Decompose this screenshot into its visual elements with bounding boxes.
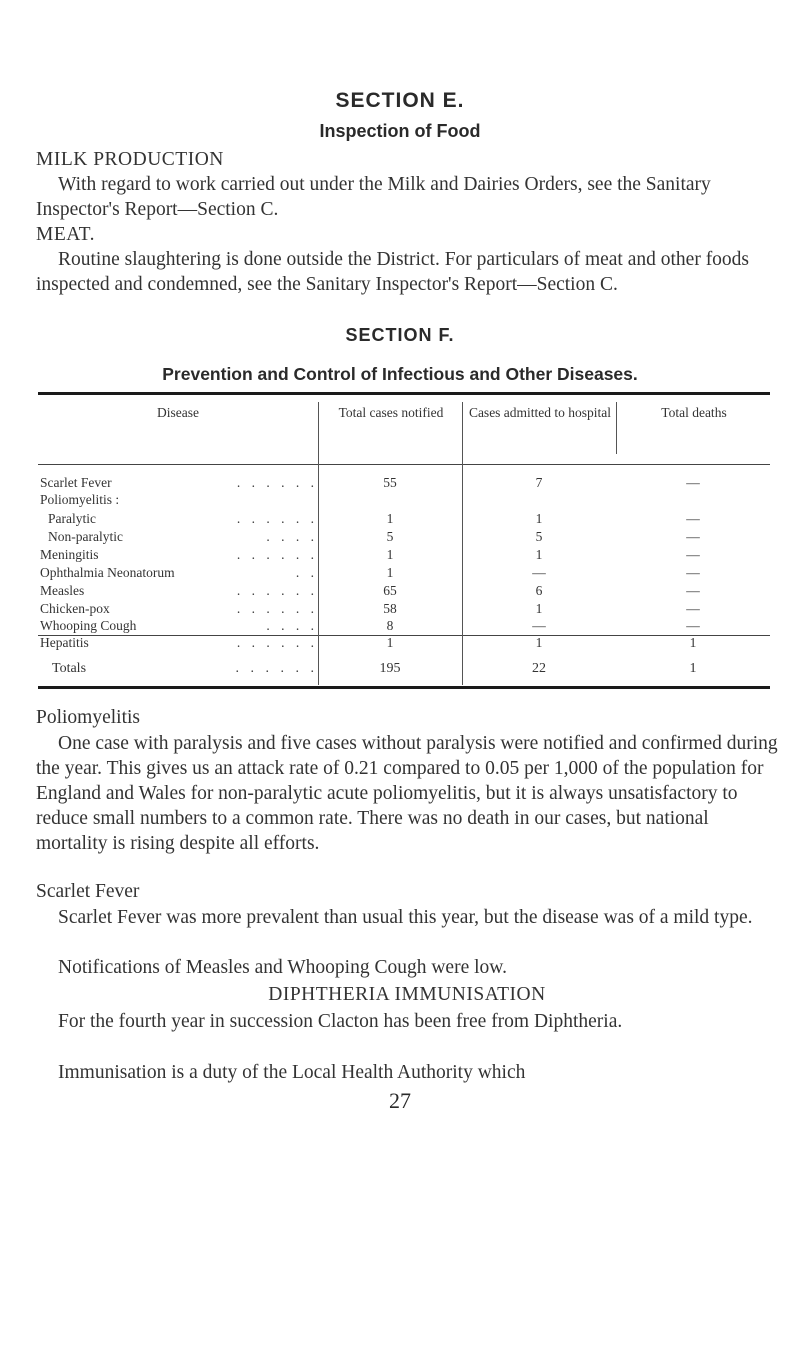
leader-dots: . . . . . . [235,661,318,676]
section-f-subtitle: Prevention and Control of Infectious and Other Diseases. [162,364,638,384]
leader-dots: . . . . [266,529,318,544]
header-rule [38,464,770,465]
immunisation-text: Immunisation is a duty of the Local Health Authority which [58,1062,526,1083]
leader-dots: . . [295,565,318,580]
deaths-value: — [686,511,700,526]
deaths-value: — [686,529,700,544]
measles-text: Notifications of Measles and Whooping Cough were low. [58,957,507,978]
diphtheria-heading: DIPHTHERIA IMMUNISATION [268,984,546,1005]
table-row [38,491,770,509]
section-e-subtitle: Inspection of Food [319,121,481,141]
disease-name: Non-paralytic [48,529,123,544]
disease-name: Whooping Cough [40,618,137,633]
leader-dots: . . . . . . [236,511,318,526]
totals-row [38,660,770,678]
total-admitted: 22 [532,661,546,676]
deaths-value: — [686,583,700,598]
disease-name: Scarlet Fever [40,475,112,490]
scarlet-text: Scarlet Fever was more prevalent than usual this year, but the disease was of a mild type. [58,907,753,928]
table-row [38,528,770,546]
page-number: 27 [389,1088,411,1113]
notified-value: 58 [383,601,397,616]
deaths-value: — [686,601,700,616]
scarlet-heading: Scarlet Fever [36,881,140,902]
table-row [38,546,770,564]
disease-name: Hepatitis [40,635,89,650]
leader-dots: . . . . . . [236,547,318,562]
polio-heading: Poliomyelitis [36,707,141,728]
meat-heading: MEAT. [36,224,96,245]
leader-dots: . . . . . . [236,583,318,598]
table-top-rule [38,392,770,395]
header-admitted: Cases admitted to hospital [468,405,612,420]
notified-value: 1 [386,547,394,562]
table-row [38,634,770,652]
header-notified: Total cases notified [338,405,444,420]
table-row [38,564,770,582]
disease-name: Measles [40,583,85,598]
deaths-value: — [686,565,700,580]
total-notified: 195 [379,661,401,676]
column-divider [616,402,617,454]
leader-dots: . . . . . . [236,475,318,490]
disease-name: Chicken-pox [40,601,110,616]
table-bottom-rule [38,686,770,689]
section-e-title: SECTION E. [335,89,465,112]
table-row [38,510,770,528]
section-f-title: SECTION F. [345,325,455,345]
table-row [38,600,770,618]
admitted-value: 5 [535,529,543,544]
leader-dots: . . . . [266,618,318,633]
leader-dots: . . . . . . [236,601,318,616]
disease-table [38,392,770,690]
admitted-value: — [532,618,546,633]
notified-value: 55 [383,475,397,490]
table-row [38,617,770,635]
header-disease: Disease [157,405,199,420]
admitted-value: 7 [535,475,543,490]
totals-label: Totals [52,661,87,676]
header-deaths: Total deaths [661,405,727,420]
milk-heading: MILK PRODUCTION [36,149,224,170]
notified-value: 1 [386,565,394,580]
notified-value: 5 [386,529,394,544]
deaths-value: — [686,475,700,490]
notified-value: 1 [386,511,394,526]
milk-text: With regard to work carried out under the Milk and Dairies Orders, see the Sanitary Inspector's Report—Section C. [36,174,711,220]
admitted-value: 1 [535,601,543,616]
notified-value: 8 [386,618,394,633]
notified-value: 65 [383,583,397,598]
disease-name: Meningitis [40,547,99,562]
deaths-value: — [686,547,700,562]
deaths-value: 1 [689,635,697,650]
admitted-value: 1 [535,547,543,562]
admitted-value: 6 [535,583,543,598]
disease-name: Paralytic [48,511,96,526]
table-row [38,582,770,600]
disease-name: Ophthalmia Neonatorum [40,565,175,580]
admitted-value: 1 [535,635,543,650]
total-deaths: 1 [689,661,697,676]
disease-name: Poliomyelitis : [40,492,120,507]
meat-text: Routine slaughtering is done outside the District. For particulars of meat and other foods inspected and condemned, see the Sanitary Inspector's Report—Section C. [36,249,750,295]
notified-value: 1 [386,635,394,650]
polio-text: One case with paralysis and five cases without paralysis were notified and confirmed during the year. This gives us an attack rate of 0.21 compared to 0.05 per 1,000 of the population for England and Wales for non-paralytic acute poliomyelitis, but it is always unsatisfactory to reduce small numbers to a common rate. There was no death in our cases, but national mortality is rising despite all efforts. [36,733,778,854]
admitted-value: — [532,565,546,580]
table-row [38,474,770,492]
leader-dots: . . . . . . [236,635,318,650]
admitted-value: 1 [535,511,543,526]
diphtheria-text: For the fourth year in succession Clacton has been free from Diphtheria. [58,1011,623,1032]
deaths-value: — [686,618,700,633]
